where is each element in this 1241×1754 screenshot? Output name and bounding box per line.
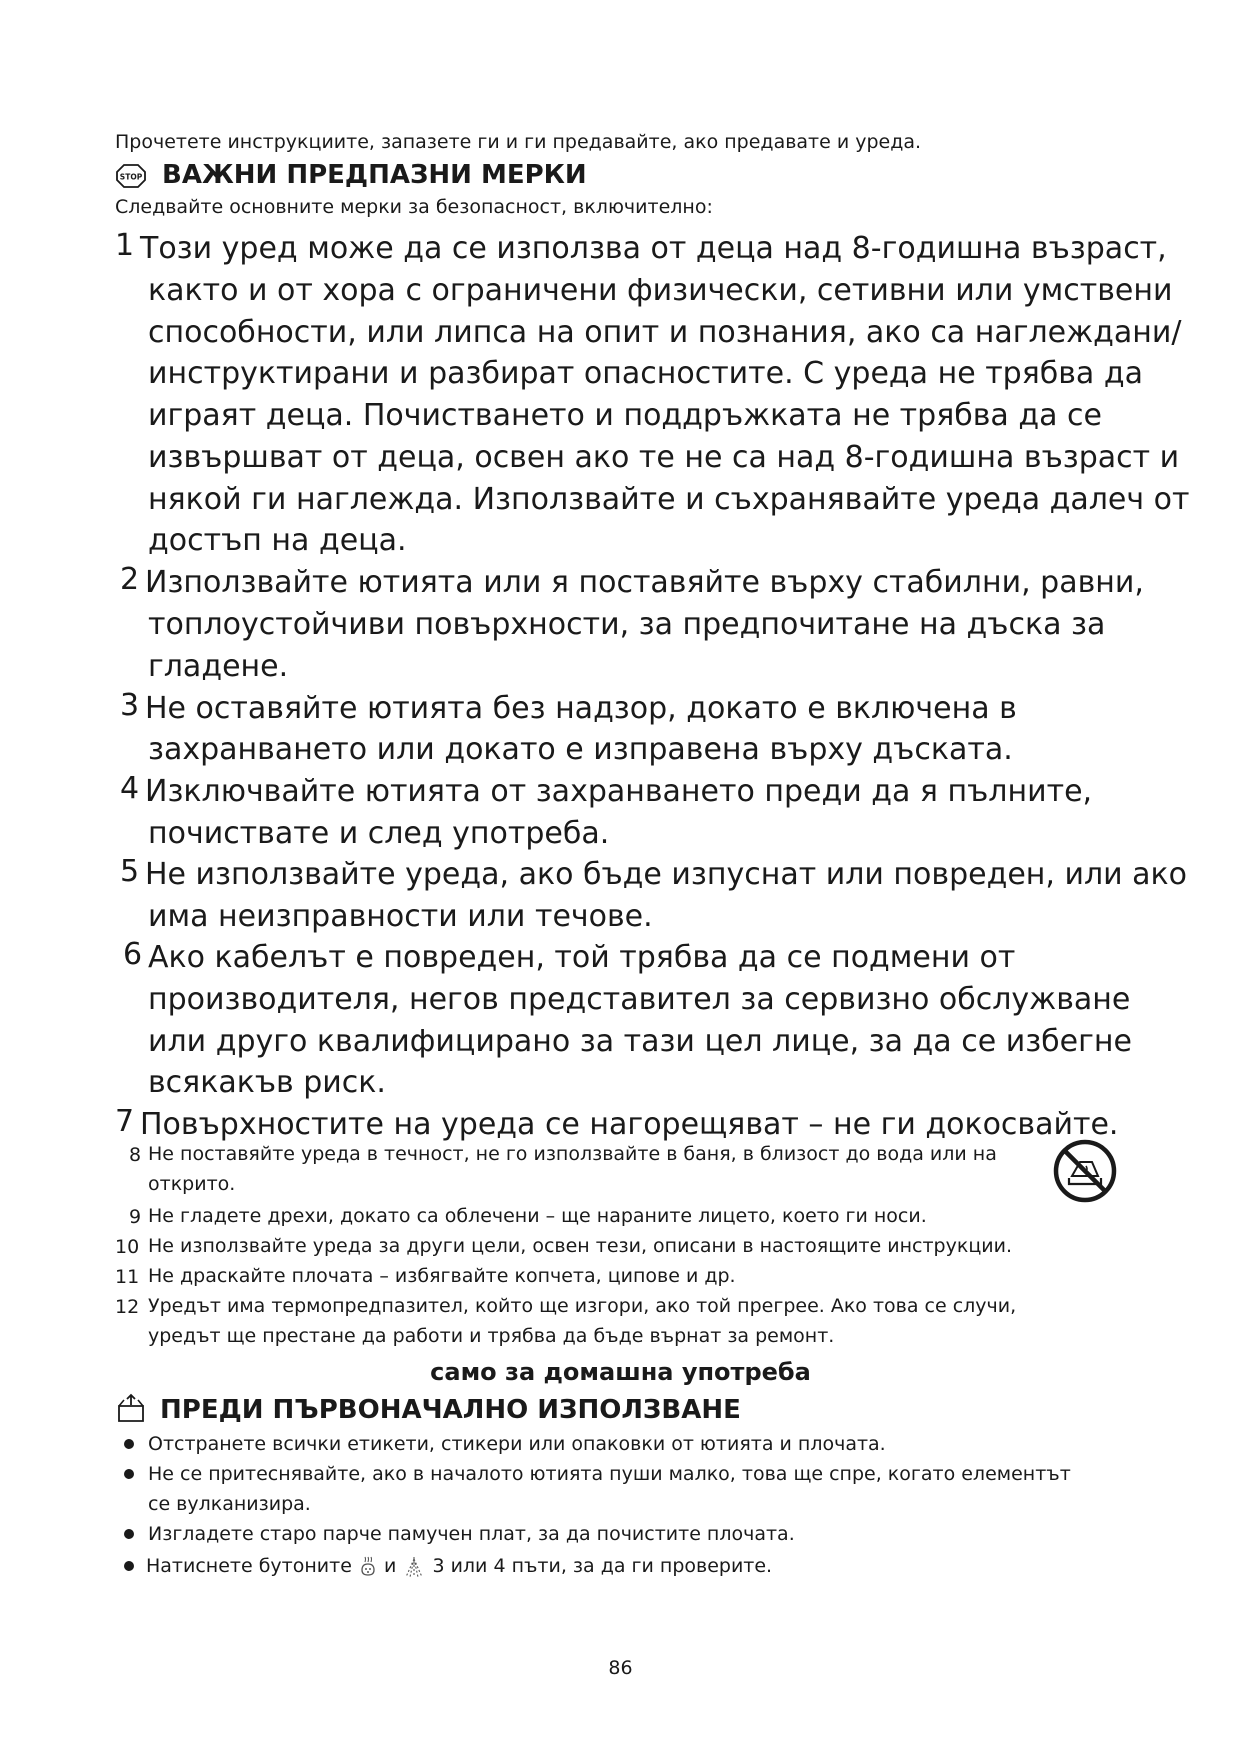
intro-text: Прочетете инструкциите, запазете ги и ги предавайте, ако предавате и уреда.: [115, 131, 922, 153]
item-line: Не поставяйте уреда в течност, не го използвайте в баня, в близост до вода или на: [148, 1143, 997, 1165]
item-line: Този уред може да се използва от деца над 8-годишна възраст,: [140, 231, 1167, 266]
item-line: извършват от деца, освен ако те не са над 8-годишна възраст и: [148, 440, 1180, 475]
bullet-dot: [124, 1561, 134, 1571]
stop-icon: [116, 164, 146, 188]
item-line: както и от хора с ограничени физически, сетивни или умствени: [148, 273, 1173, 308]
steam-burst-icon: [358, 1556, 378, 1578]
page-number: 86: [608, 1657, 633, 1679]
domestic-use-note: само за домашна употреба: [430, 1358, 811, 1386]
item-number: 4: [120, 771, 140, 806]
item-line: захранването или докато е изправена върху дъската.: [148, 732, 1013, 767]
first-use-title: ПРЕДИ ПЪРВОНАЧАЛНО ИЗПОЛЗВАНЕ: [160, 1395, 741, 1425]
item-line: Не използвайте уреда за други цели, освен тези, описани в настоящите инструкции.: [148, 1235, 1012, 1257]
item-line: инструктирани и разбират опасностите. С уреда не трябва да: [148, 356, 1143, 391]
item-number: 8: [129, 1144, 142, 1166]
item-line: играят деца. Почистването и поддръжката не трябва да се: [148, 398, 1102, 433]
item-line: Уредът има термопредпазител, който ще изгори, ако той прегрее. Ако това се случи,: [148, 1295, 1017, 1317]
item-number: 2: [120, 562, 140, 597]
bullet-text-c: 3 или 4 пъти, за да ги проверите.: [432, 1555, 773, 1577]
no-water-icon: [1052, 1138, 1118, 1204]
bullet-text-b: и: [383, 1555, 397, 1577]
item-number: 10: [115, 1236, 140, 1258]
bullet-dot: [124, 1529, 134, 1539]
item-line: Не драскайте плочата – избягвайте копчета, ципове и др.: [148, 1265, 736, 1287]
bullet-line: Изгладете старо парче памучен плат, за да почистите плочата.: [148, 1523, 795, 1545]
item-line: Използвайте ютията или я поставяйте върху стабилни, равни,: [145, 565, 1144, 600]
item-line: Не оставяйте ютията без надзор, докато е включена в: [145, 691, 1017, 726]
bullet-line: Отстранете всички етикети, стикери или опаковки от ютията и плочата.: [148, 1433, 886, 1455]
bullet-text-a: Натиснете бутоните: [146, 1555, 352, 1577]
item-number: 12: [115, 1296, 140, 1318]
bullet-dot: [124, 1469, 134, 1479]
item-number: 6: [123, 937, 143, 972]
item-line: способности, или липса на опит и познания, ако са наглеждани/: [148, 315, 1182, 350]
bullet-line: се вулканизира.: [148, 1493, 311, 1515]
item-line: Не гладете дрехи, докато са облечени – ще нараните лицето, което ги носи.: [148, 1205, 927, 1227]
item-number: 7: [115, 1104, 135, 1139]
item-line: Изключвайте ютията от захранването преди да я пълните,: [145, 774, 1093, 809]
item-number: 5: [120, 854, 140, 889]
item-line: достъп на деца.: [148, 523, 407, 558]
safety-title: ВАЖНИ ПРЕДПАЗНИ МЕРКИ: [162, 160, 587, 190]
item-number: 1: [115, 228, 135, 263]
item-line: Ако кабелът е повреден, той трябва да се подмени от: [148, 940, 1016, 975]
item-line: някой ги наглежда. Използвайте и съхранявайте уреда далеч от: [148, 482, 1190, 517]
item-line: топлоустойчиви повърхности, за предпочитане на дъска за: [148, 607, 1106, 642]
bullet-line: Не се притеснявайте, ако в началото ютията пуши малко, това ще спре, когато елементът: [148, 1463, 1071, 1485]
bullet-line: [146, 1552, 772, 1580]
item-line: Не използвайте уреда, ако бъде изпуснат или повреден, или ако: [145, 857, 1188, 892]
item-line: всякакъв риск.: [148, 1065, 386, 1100]
spray-icon: [402, 1555, 426, 1579]
item-line: открито.: [148, 1173, 236, 1195]
item-number: 11: [115, 1266, 140, 1288]
item-line: има неизправности или течове.: [148, 899, 653, 934]
item-line: почиствате и след употреба.: [148, 816, 610, 851]
item-number: 3: [120, 688, 140, 723]
item-line: Повърхностите на уреда се нагорещяват – не ги докосвайте.: [140, 1107, 1119, 1142]
safety-subtitle: Следвайте основните мерки за безопасност, включително:: [115, 196, 713, 218]
item-number: 9: [129, 1206, 142, 1228]
svg-text:STOP: STOP: [119, 172, 143, 182]
item-line: гладене.: [148, 649, 289, 684]
item-line: или друго квалифицирано за тази цел лице, за да се избегне: [148, 1024, 1132, 1059]
item-line: уредът ще престане да работи и трябва да бъде върнат за ремонт.: [148, 1325, 835, 1347]
item-line: производителя, негов представител за сервизно обслужване: [148, 982, 1131, 1017]
unbox-icon: [116, 1393, 146, 1423]
bullet-dot: [124, 1439, 134, 1449]
